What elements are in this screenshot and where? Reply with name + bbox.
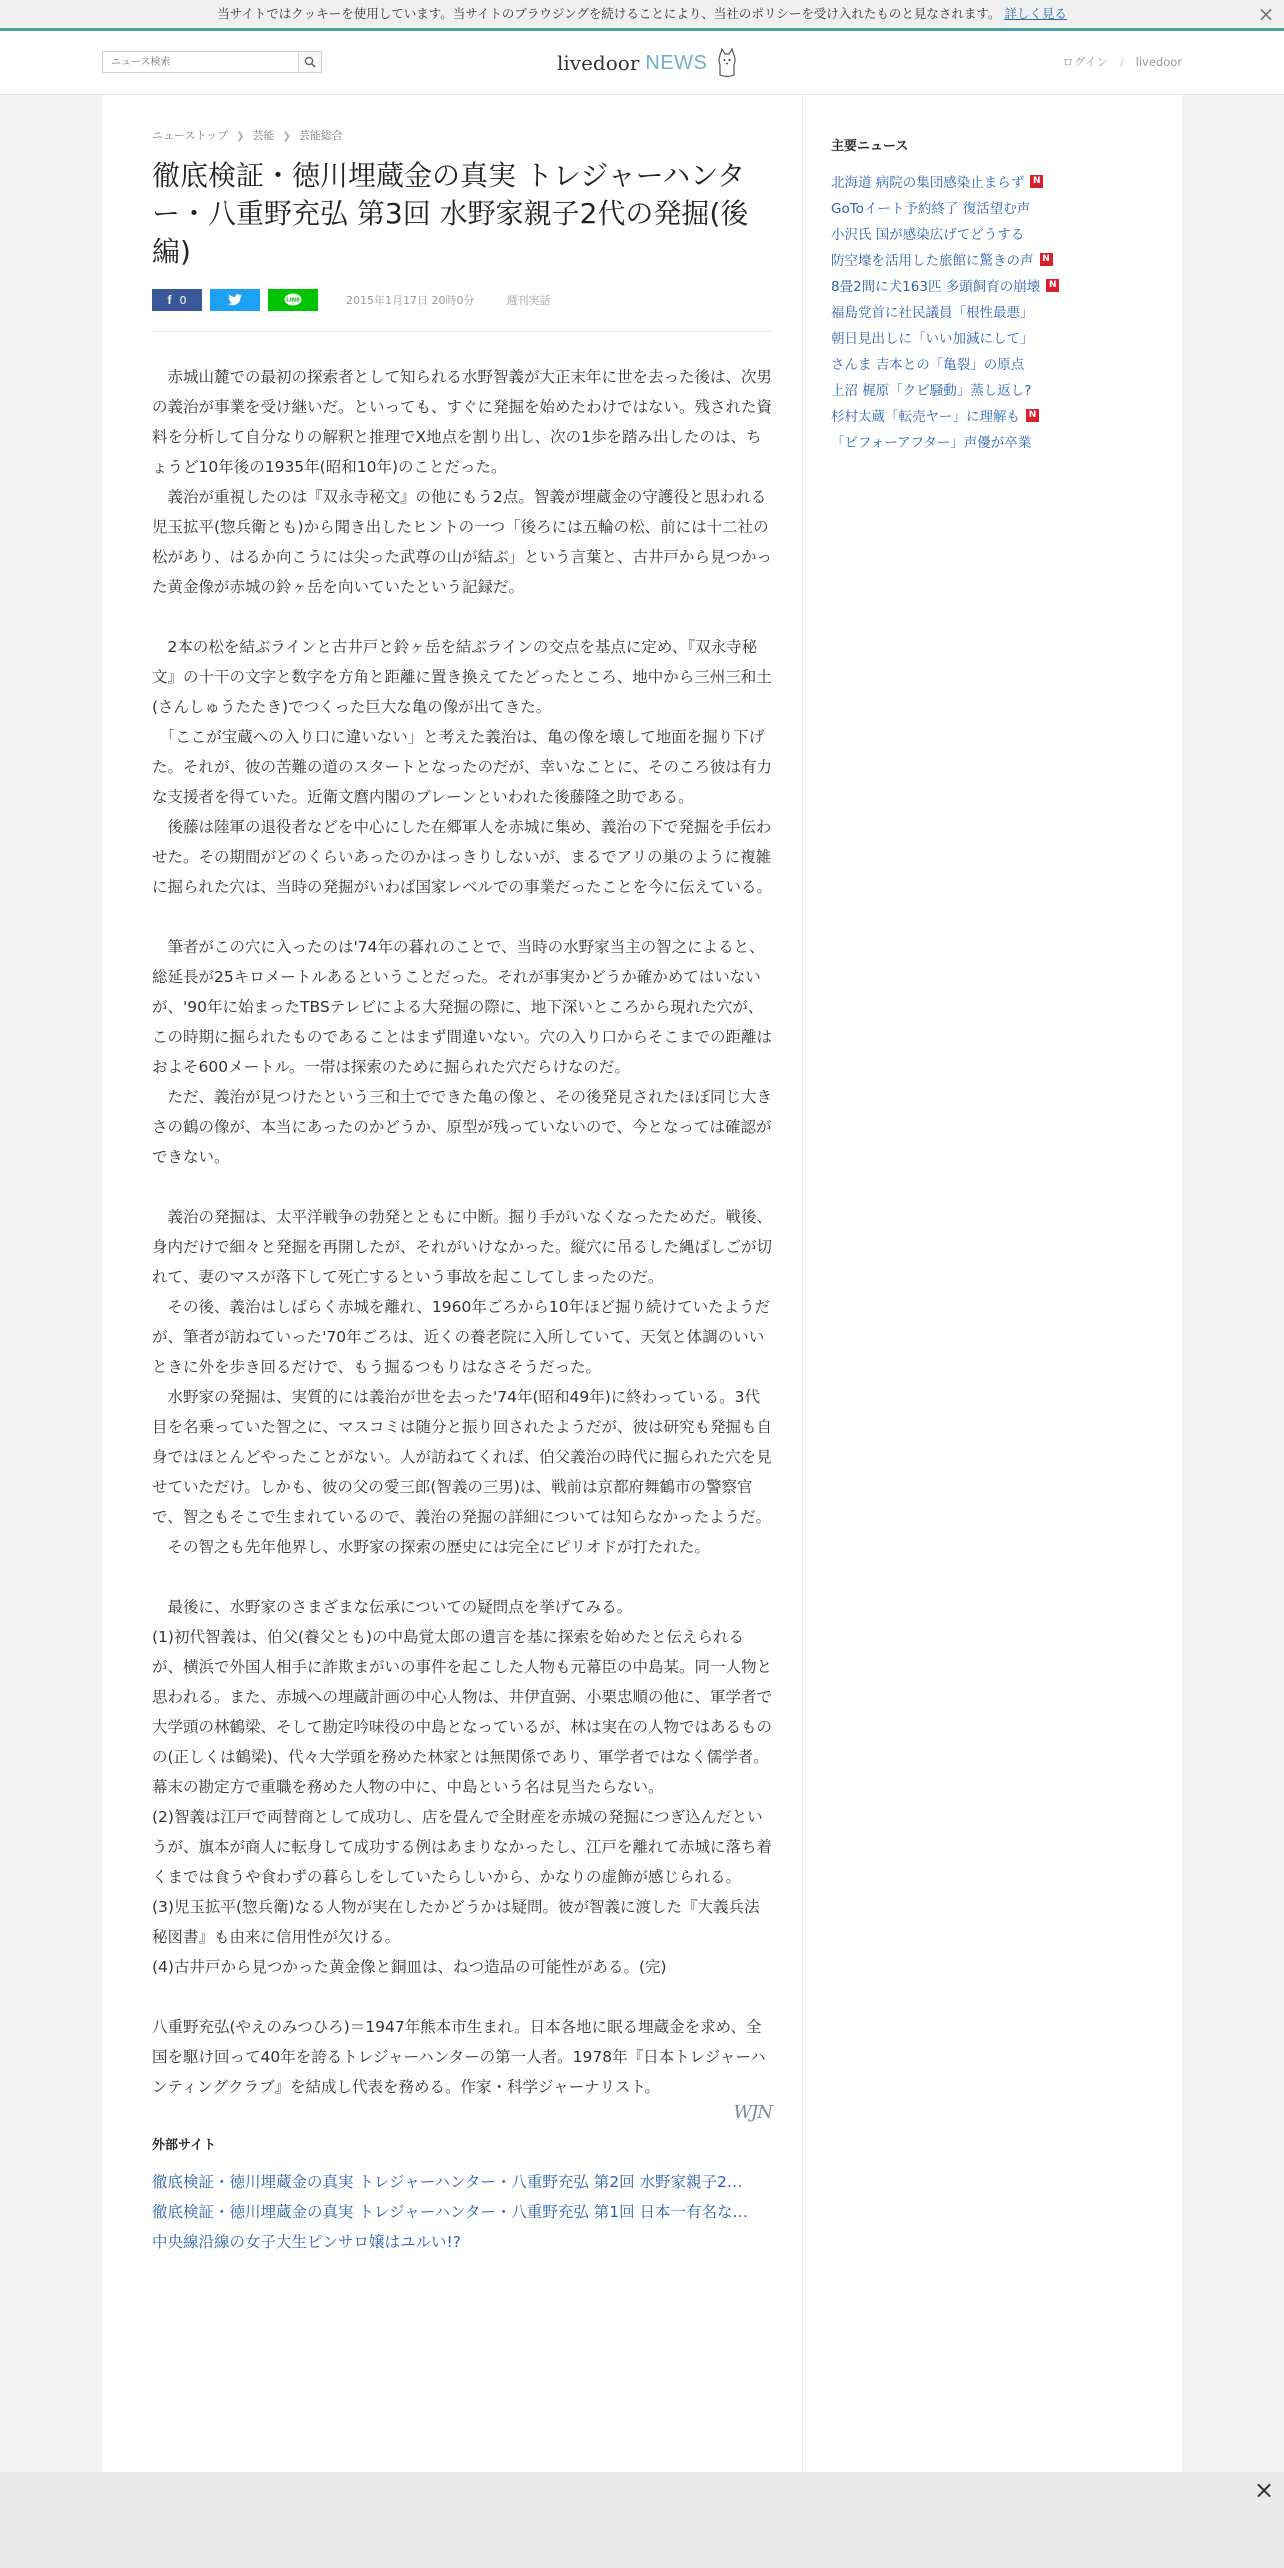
svg-text:LINE: LINE <box>286 297 300 304</box>
sidebar <box>831 135 1131 454</box>
separator: / <box>1119 55 1124 69</box>
news-item-label: 上沼 梶原「クビ騒動」蒸し返し? <box>831 383 1032 399</box>
header-user-links <box>1062 54 1182 70</box>
news-item-label: 福島党首に社民議員「根性最悪」 <box>831 305 1034 321</box>
paragraph: (3)児玉拡平(惣兵衛)なる人物が実在したかどうかは疑問。彼が智義に渡した『大義兵法秘図書』も由来に信用性が欠ける。 <box>152 1898 760 1946</box>
source-logo: WJN <box>733 2102 772 2123</box>
news-item-label: 杉村太蔵「転売ヤー」に理解も <box>831 409 1020 425</box>
article <box>152 127 772 2257</box>
news-item[interactable] <box>831 220 1131 246</box>
paragraph-gap <box>152 1172 772 1202</box>
paragraph: 水野家の発掘は、実質的には義治が世を去った'74年(昭和49年)に終わっている。3代目を名乗っていた智之に、マスコミは随分と振り回されたようだが、彼は研究も発掘も自身ではほとんどやったことがない。人が訪ねてくれば、伯父義治の時代に掘られた穴を見せていただけ。しかも、彼の父の愛三郎(智義の三男)は、戦前は京都府舞鶴市の警察官で、智之もそこで生まれているので、義治の発掘の詳細については知らなかったようだ。 <box>152 1388 773 1526</box>
twitter-icon <box>228 294 242 306</box>
search-box <box>102 51 322 73</box>
article-title: 徹底検証・徳川埋蔵金の真実 トレジャーハンター・八重野充弘 第3回 水野家親子2代の発掘(後編) <box>152 159 749 268</box>
main-content <box>102 95 1182 2475</box>
paragraph: 義治の発掘は、太平洋戦争の勃発とともに中断。掘り手がいなくなったためだ。戦後、身内だけで細々と発掘を再開したが、それがいけなかった。縦穴に吊るした縄ばしごが切れて、妻のマスが落下して死亡するという事故を起こしてしまったのだ。 <box>152 1208 773 1286</box>
news-item[interactable] <box>831 402 1131 428</box>
news-item-label: さんま 吉本との「亀裂」の原点 <box>831 357 1025 373</box>
external-sites-heading: 外部サイト <box>152 2138 217 2153</box>
chevron-right-icon: ❯ <box>236 131 245 142</box>
paragraph: 義治が重視したのは『双永寺秘文』の他にもう2点。智義が埋蔵金の守護役と思われる児玉拡平(惣兵衛とも)から聞き出したヒントの一つ「後ろには五輪の松、前には十二社の松があり、はるか向こうには尖った武尊の山が結ぶ」という言葉と、古井戸から見つかった黄金像が赤城の鈴ヶ岳を向いていたという記録だ。 <box>152 488 773 596</box>
external-links <box>152 2167 772 2257</box>
line-share-button[interactable] <box>268 289 318 311</box>
divider <box>152 331 772 332</box>
news-item[interactable] <box>831 428 1131 454</box>
paragraph: (2)智義は江戸で両替商として成功し、店を畳んで全財産を赤城の発掘につぎ込んだというが、旗本が商人に転身して成功する例はあまりなかったし、江戸を離れて赤城に落ち着くまでは食うや食わずの暮らしをしていたらしいから、かなりの虚飾が感じられる。 <box>152 1808 773 1886</box>
login-link[interactable]: ログイン <box>1062 55 1108 69</box>
paragraph: ただ、義治が見つけたという三和土でできた亀の像と、その後発見されたほぼ同じ大きさの鶴の像が、本当にあったのかどうか、原型が残っていないので、今となっては確認ができない。 <box>152 1088 773 1166</box>
site-header <box>0 31 1284 95</box>
livedoor-link[interactable]: livedoor <box>1135 55 1182 69</box>
cookie-close-icon[interactable]: × <box>1257 2 1275 26</box>
news-item-label: 朝日見出しに「いい加減にして」 <box>831 331 1034 347</box>
news-item[interactable] <box>831 246 1131 272</box>
paragraph: (4)古井戸から見つかった黄金像と銅皿は、ねつ造品の可能性がある。(完) <box>152 1958 667 1976</box>
paragraph-gap <box>152 602 772 632</box>
mascot-icon <box>715 47 739 79</box>
paragraph: 赤城山麓での最初の探索者として知られる水野智義が大正末年に世を去った後は、次男の義治が事業を受け継いだ。といっても、すぐに発掘を始めたわけではない。残された資料を分析して自分なりの解釈と推理でX地点を割り出し、次の1歩を踏み出したのは、ちょうど10年後の1935年(昭和10年)のことだった。 <box>152 368 773 476</box>
news-item-label: 「ビフォーアフター」声優が卒業 <box>831 435 1032 451</box>
new-badge: N <box>1026 409 1039 422</box>
cookie-banner <box>0 0 1284 31</box>
paragraph: 後藤は陸軍の退役者などを中心にした在郷軍人を赤城に集め、義治の下で発掘を手伝わせた。その期間がどのくらいあったのかはっきりしないが、まるでアリの巣のように複雑に掘られた穴は、当時の発掘がいわば国家レベルでの事業だったことを今に伝えている。 <box>152 818 773 896</box>
search-icon <box>304 56 316 68</box>
cookie-more-link[interactable]: 詳しく見る <box>1004 6 1067 21</box>
bottom-ad-bar <box>0 2472 1284 2568</box>
news-item-label: 北海道 病院の集団感染止まらず <box>831 175 1025 191</box>
new-badge: N <box>1040 253 1053 266</box>
news-item-label: 防空壕を活用した旅館に驚きの声 <box>831 253 1034 269</box>
site-logo[interactable] <box>557 46 739 80</box>
share-row <box>152 289 772 311</box>
twitter-share-button[interactable] <box>210 289 260 311</box>
paragraph: 2本の松を結ぶラインと古井戸と鈴ヶ岳を結ぶラインの交点を基点に定め、『双永寺秘文』の十干の文字と数字を方角と距離に置き換えてたどったところ、地中から三州三和土(さんしゅうたたき)でつくった巨大な亀の像が出てきた。 <box>152 638 772 716</box>
article-body <box>152 362 772 2102</box>
external-link[interactable]: 徹底検証・徳川埋蔵金の真実 トレジャーハンター・八重野充弘 第2回 水野家親子2… <box>152 2173 743 2191</box>
news-item[interactable] <box>831 350 1131 376</box>
news-item[interactable] <box>831 168 1131 194</box>
search-button[interactable] <box>298 52 321 72</box>
news-item[interactable] <box>831 376 1131 402</box>
breadcrumb <box>152 127 772 143</box>
logo-livedoor-text: livedoor <box>557 51 640 75</box>
paragraph-gap <box>152 902 772 932</box>
chevron-right-icon: ❯ <box>282 131 291 142</box>
facebook-share-count: 0 <box>179 293 187 307</box>
news-item[interactable] <box>831 324 1131 350</box>
paragraph: 「ここが宝蔵への入り口に違いない」と考えた義治は、亀の像を壊して地面を掘り下げた。それが、彼の苦難の道のスタートとなったのだが、幸いなことに、そのころ彼は有力な支援者を得ていた。近衛文麿内閣のブレーンといわれた後藤隆之助である。 <box>152 728 773 806</box>
facebook-icon: f <box>167 293 172 307</box>
breadcrumb-entertainment-general[interactable]: 芸能総合 <box>298 129 343 142</box>
paragraph-gap <box>152 1982 772 2012</box>
new-badge: N <box>1030 175 1043 188</box>
close-icon[interactable]: × <box>1253 2476 1275 2504</box>
logo-news-text: NEWS <box>645 51 708 74</box>
news-item-label: 小沢氏 国が感染広げてどうする <box>831 227 1025 243</box>
breadcrumb-news-top[interactable]: ニューストップ <box>152 129 229 142</box>
paragraph: その智之も先年他界し、水野家の探索の歴史には完全にピリオドが打たれた。 <box>152 1538 710 1556</box>
new-badge: N <box>1046 279 1059 292</box>
article-date: 2015年1月17日 20時0分 <box>346 294 475 307</box>
paragraph: その後、義治はしばらく赤城を離れ、1960年ごろから10年ほど掘り続けていたようだが、筆者が訪ねていった'70年ごろは、近くの養老院に入所していて、天気と体調のいいときに外を歩き回るだけで、もう掘るつもりはなさそうだった。 <box>152 1298 771 1376</box>
sidebar-divider <box>802 95 803 2475</box>
news-item-label: 8畳2間に犬163匹 多頭飼育の崩壊 <box>831 279 1041 295</box>
news-item[interactable] <box>831 194 1131 220</box>
line-icon <box>284 293 302 307</box>
external-link[interactable]: 中央線沿線の女子大生ピンサロ嬢はユルい!? <box>152 2233 461 2251</box>
article-source[interactable]: 週刊実話 <box>506 294 551 307</box>
cookie-text: 当サイトではクッキーを使用しています。当サイトのブラウジングを続けることにより、当社のポリシーを受け入れたものと見なされます。 <box>217 6 1001 21</box>
paragraph-gap <box>152 1562 772 1592</box>
top-news-list <box>831 168 1131 454</box>
paragraph: 筆者がこの穴に入ったのは'74年の暮れのことで、当時の水野家当主の智之によると、総延長が25キロメートルあるということだった。それが事実かどうか確かめてはいないが、'90年に始まったTBSテレビによる大発掘の際に、地下深いところから現れた穴が、この時期に掘られたものであることはまず間違いない。穴の入り口からそこまでの距離はおよそ600メートル。一帯は探索のために掘られた穴だらけなのだ。 <box>152 938 773 1076</box>
breadcrumb-entertainment[interactable]: 芸能 <box>252 129 275 142</box>
news-item-label: GoToイート予約終了 復活望む声 <box>831 201 1031 217</box>
credit-row <box>152 2102 772 2128</box>
news-item[interactable] <box>831 272 1131 298</box>
author-bio: 八重野充弘(やえのみつひろ)＝1947年熊本市生まれ。日本各地に眠る埋蔵金を求め、全国を駆け回って40年を誇るトレジャーハンターの第一人者。1978年『日本トレジャーハンティングクラブ』を結成し代表を務める。作家・科学ジャーナリスト。 <box>152 2018 766 2096</box>
news-item[interactable] <box>831 298 1131 324</box>
facebook-share-button[interactable] <box>152 289 202 311</box>
paragraph: 最後に、水野家のさまざまな伝承についての疑問点を挙げてみる。 <box>152 1598 633 1616</box>
search-input[interactable] <box>103 52 299 72</box>
external-link[interactable]: 徹底検証・徳川埋蔵金の真実 トレジャーハンター・八重野充弘 第1回 日本一有名な… <box>152 2203 749 2221</box>
top-news-heading: 主要ニュース <box>831 139 909 154</box>
paragraph: (1)初代智義は、伯父(養父とも)の中島覚太郎の遺言を基に探索を始めたと伝えられるが、横浜で外国人相手に詐欺まがいの事件を起こした人物も元幕臣の中島某。同一人物と思われる。また、赤城への埋蔵計画の中心人物は、井伊直弼、小栗忠順の他に、軍学者で大学頭の林鶴梁、そして勘定吟味役の中島となっているが、林は実在の人物ではあるものの(正しくは鶴梁)、代々大学頭を務めた林家とは無関係であり、軍学者ではなく儒学者。幕末の勘定方で重職を務めた人物の中に、中島という名は見当たらない。 <box>152 1628 773 1796</box>
